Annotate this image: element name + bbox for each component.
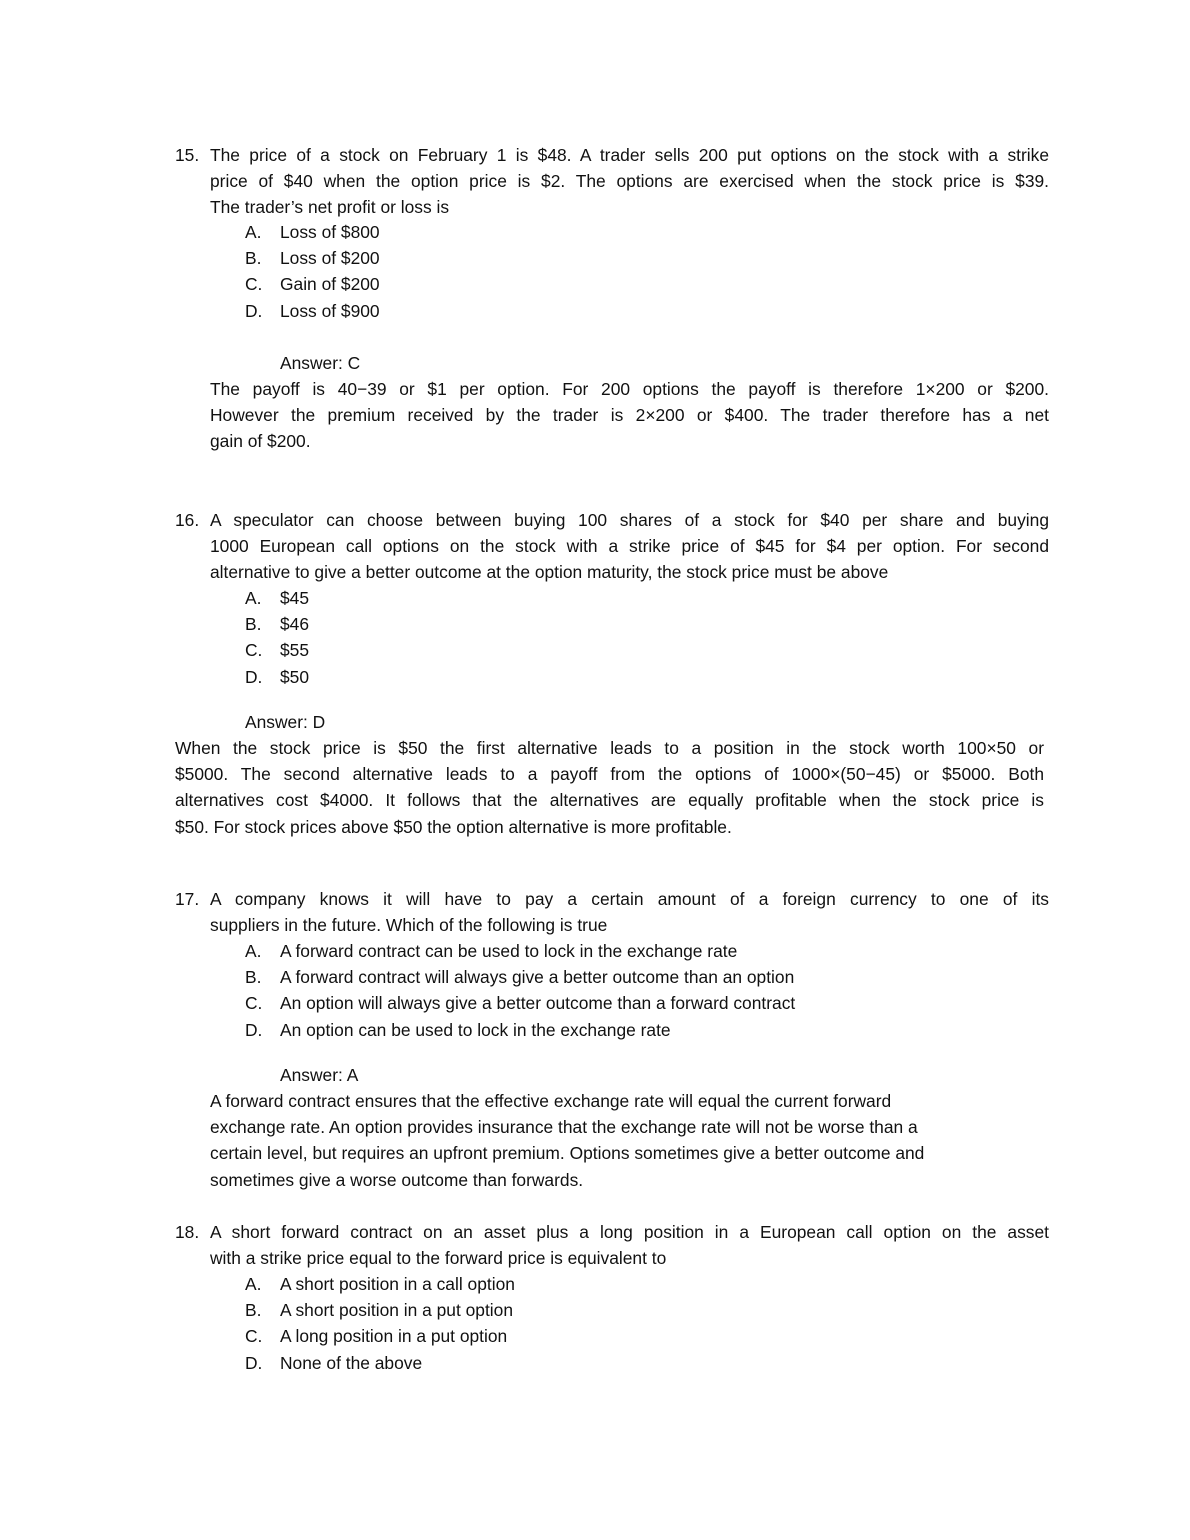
option-text: A short position in a call option xyxy=(280,1274,515,1294)
option-text: Loss of $800 xyxy=(280,222,380,242)
question-number: 16. xyxy=(175,510,200,530)
option-text: Loss of $900 xyxy=(280,300,380,321)
option-text: $50 xyxy=(280,666,310,687)
option-text: Gain of $200 xyxy=(280,274,380,295)
question-stem xyxy=(210,142,1049,221)
option-letter: B. xyxy=(245,967,262,988)
stem-line: 1000 European call options on the stock with a strike price of $45 for $4 per option. For second xyxy=(210,536,1049,557)
stem-line: A short forward contract on an asset plus a long position in a European call option on the asset xyxy=(210,1222,1049,1242)
option-letter: C. xyxy=(245,993,263,1014)
answer-key: Answer: D xyxy=(245,712,326,732)
option-letter: B. xyxy=(245,1300,262,1321)
option-letter: A. xyxy=(245,1274,262,1294)
option-text: None of the above xyxy=(280,1352,423,1373)
option-letter: C. xyxy=(245,274,263,295)
question-stem xyxy=(210,886,1049,938)
stem-line: The trader’s net profit or loss is xyxy=(210,197,450,218)
option-text: An option will always give a better outcome than a forward contract xyxy=(280,993,796,1014)
question-number: 18. xyxy=(175,1222,200,1242)
option-text: Loss of $200 xyxy=(280,248,380,269)
question-number: 17. xyxy=(175,889,200,909)
option-letter: D. xyxy=(245,1352,263,1373)
option-letter: D. xyxy=(245,666,263,687)
option-letter: C. xyxy=(245,1326,263,1347)
stem-line: The price of a stock on February 1 is $48. A trader sells 200 put options on the stock with a strike xyxy=(210,145,1049,165)
explanation-line: sometimes give a worse outcome than forwards. xyxy=(210,1169,584,1190)
stem-line: alternative to give a better outcome at the option maturity, the stock price must be above xyxy=(210,562,889,583)
question-stem xyxy=(210,507,1049,586)
stem-line: A company knows it will have to pay a certain amount of a foreign currency to one of its xyxy=(210,889,1049,909)
explanation-line: When the stock price is $50 the first alternative leads to a position in the stock worth 100×50 or xyxy=(175,738,1044,758)
question-stem xyxy=(210,1219,1049,1271)
option-text: An option can be used to lock in the exchange rate xyxy=(280,1019,671,1040)
option-text: $55 xyxy=(280,640,310,661)
option-letter: B. xyxy=(245,614,262,635)
explanation-line: However the premium received by the trader is 2×200 or $400. The trader therefore has a net xyxy=(210,405,1049,426)
option-text: A long position in a put option xyxy=(280,1326,508,1347)
answer-key: Answer: C xyxy=(280,353,361,373)
option-letter: A. xyxy=(245,222,262,242)
stem-line: suppliers in the future. Which of the following is true xyxy=(210,915,608,936)
explanation-line: certain level, but requires an upfront premium. Options sometimes give a better outcome and xyxy=(210,1143,925,1164)
option-text: $46 xyxy=(280,614,310,635)
answer-explanation xyxy=(210,376,1049,455)
explanation-line: exchange rate. An option provides insurance that the exchange rate will not be worse than a xyxy=(210,1117,918,1138)
option-letter: D. xyxy=(245,1019,263,1040)
option-text: A forward contract can be used to lock in the exchange rate xyxy=(280,941,738,961)
stem-line: with a strike price equal to the forward price is equivalent to xyxy=(210,1248,667,1269)
explanation-line: gain of $200. xyxy=(210,431,311,452)
option-text: A short position in a put option xyxy=(280,1300,513,1321)
option-letter: C. xyxy=(245,640,263,661)
stem-line: A speculator can choose between buying 100 shares of a stock for $40 per share and buying xyxy=(210,510,1049,530)
answer-explanation xyxy=(210,1088,1010,1193)
option-letter: B. xyxy=(245,248,262,269)
explanation-line: A forward contract ensures that the effective exchange rate will equal the current forward xyxy=(210,1091,892,1111)
explanation-line: $5000. The second alternative leads to a payoff from the options of 1000×(50−45) or $5000. Both xyxy=(175,764,1044,785)
stem-line: price of $40 when the option price is $2. The options are exercised when the stock price is $39. xyxy=(210,171,1049,192)
explanation-line: The payoff is 40−39 or $1 per option. For 200 options the payoff is therefore 1×200 or $200. xyxy=(210,379,1049,399)
answer-key: Answer: A xyxy=(280,1065,359,1085)
option-text: A forward contract will always give a better outcome than an option xyxy=(280,967,795,988)
option-letter: A. xyxy=(245,941,262,961)
option-letter: A. xyxy=(245,588,262,608)
explanation-line: $50. For stock prices above $50 the option alternative is more profitable. xyxy=(175,816,732,837)
explanation-line: alternatives cost $4000. It follows that the alternatives are equally profitable when the stock price is xyxy=(175,790,1044,811)
question-number: 15. xyxy=(175,145,200,165)
option-text: $45 xyxy=(280,588,310,608)
option-letter: D. xyxy=(245,300,263,321)
answer-explanation xyxy=(175,735,1044,840)
